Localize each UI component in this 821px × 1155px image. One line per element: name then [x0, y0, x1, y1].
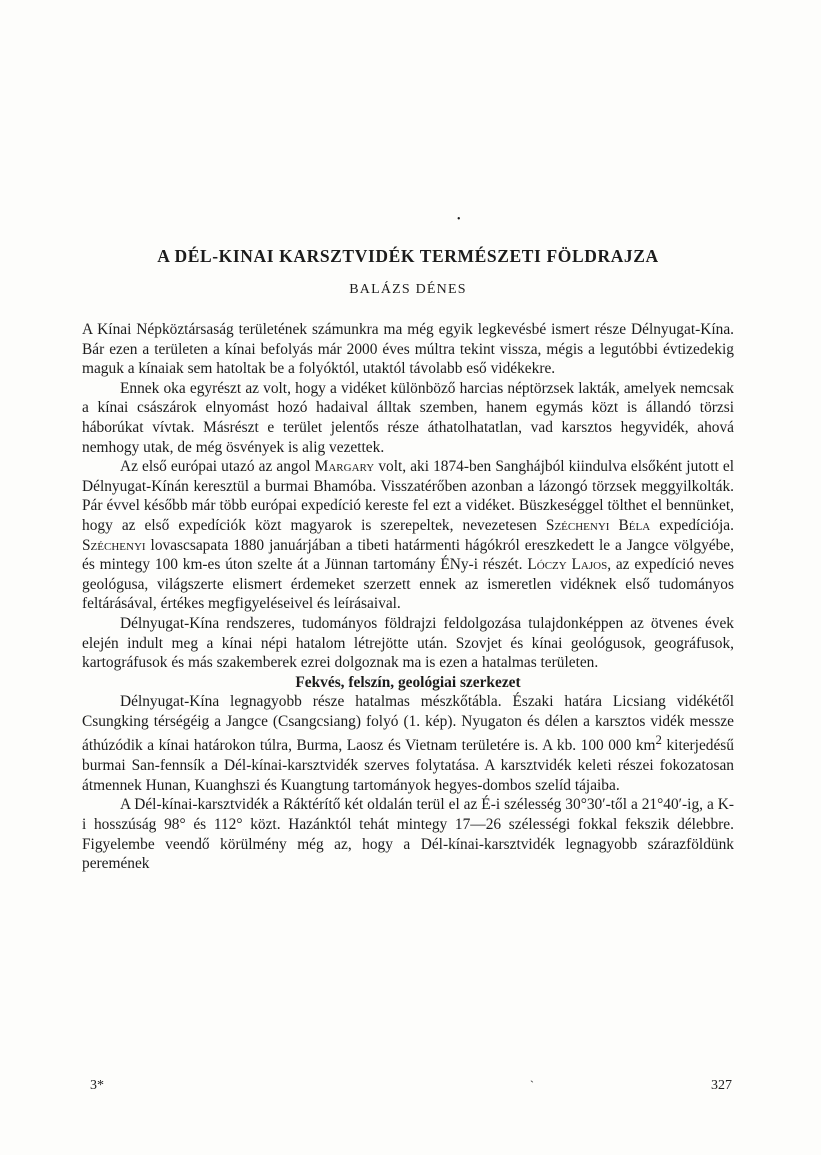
paragraph-5 [82, 692, 734, 795]
footer-speck: ` [530, 1078, 534, 1092]
author-name: BALÁZS DÉNES [349, 282, 467, 297]
paragraph-3-text-b: volt, aki 1874-ben Sanghájból kiindulva elsőként jutott el Délnyugat-Kínán keresztül a burmai Bhamóba. Visszatérőben azonban a lázongó törzsek meggyilkolták. Pár évvel később már több európai expedíció kereste fel ezt a vidéket. Büszkeséggel tölthet el bennünket, hogy az első expedíciók közt magyarok is szerepeltek, nevezetesen [82, 458, 734, 534]
page-number: 327 [711, 1078, 732, 1093]
name-loczy-lajos: Lóczy Lajos [527, 556, 608, 574]
name-szechenyi-bela: Széchenyi Béla [545, 516, 651, 534]
paragraph-3-text-c: expedíciója. [659, 516, 734, 534]
paragraph-5-text-a: Délnyugat-Kína legnagyobb része hatalmas mészkőtábla. Északi határa Licsiang vidékétől Csungking térségéig a Jangce (Csangcsiang) folyó (1. kép). Nyugaton és délen a karsztos vidék messze áthúzódik a kínai határokon túlra, Burma, Laosz és Vietnam területére is. A kb. 100 000 km [82, 693, 734, 755]
paragraph-5-text-b: kiterjedésű burmai San-fennsík a Dél-kínai-karsztvidék szerves folytatása. A karsztvidék keleti részei fokozatosan átmennek Hunan, Kuanghszi és Kuangtung tartományok hegyes-dombos szelíd tájaiba. [82, 737, 734, 794]
article-title: A DÉL-KINAI KARSZTVIDÉK TERMÉSZETI FÖLDRAJZA [157, 246, 659, 266]
signature-mark: 3* [90, 1078, 104, 1093]
superscript-2: 2 [655, 733, 662, 748]
name-margary: Margary [314, 458, 375, 476]
paragraph-2: Ennek oka egyrészt az volt, hogy a vidéket különböző harcias néptörzsek lakták, amelyek nemcsak a kínai császárok elnyomást hozó hadaival álltak szemben, hanem egymás közt is állandó törzsi háborúkat vívtak. Másrészt e terület jelentős része áthatolhatatlan, vad karsztos hegyvidék, ahová nemhogy utak, de még ösvények is alig vezettek. [82, 379, 734, 456]
name-szechenyi: Széchenyi [82, 536, 146, 554]
paragraph-1: A Kínai Népköztársaság területének számunkra ma még egyik legkevésbé ismert része Délnyugat-Kína. Bár ezen a területen a kínai befolyás már 2000 éves múltra tekint vissza, mégis a legutóbbi évtizedekig maguk a kínaiak sem hatoltak be a folyóktól, utaktól távolabb eső vidékekre. [82, 321, 734, 378]
printer-mark: • [457, 214, 461, 225]
paragraph-3 [82, 457, 734, 614]
paragraph-3-text-a: Az első európai utazó az angol [120, 458, 311, 476]
section-heading: Fekvés, felszín, geológiai szerkezet [295, 673, 521, 691]
document-page [82, 0, 734, 1155]
paragraph-3-text-d: lovascsapata 1880 januárjában a tibeti határmenti hágókról ereszkedett le a Jangce völgyébe, és mintegy 100 km-es úton szelte át a Jünnan tartomány ÉNy-i részét. [82, 536, 734, 574]
paragraph-3-text-e: , az expedíció neves geológusa, világszerte elismert érdemeket szerzett ennek az ismeretlen vidéknek első tudományos feltárásával, értékes megfigyeléseivel és leírásaival. [82, 556, 734, 613]
article-body [82, 320, 734, 874]
paragraph-6: A Dél-kínai-karsztvidék a Ráktérítő két oldalán terül el az É-i szélesség 30°30′-től a 21°40′-ig, a K-i hosszúság 98° és 112° közt. Hazánktól tehát mintegy 17—26 szélességi fokkal fekszik délebbre. Figyelembe veendő körülmény még az, hogy a Dél-kínai-karsztvidék legnagyobb szárazföldünk peremének [82, 796, 734, 873]
paragraph-4: Délnyugat-Kína rendszeres, tudományos földrajzi feldolgozása tulajdonképpen az ötvenes évek elején indult meg a kínai népi hatalom létrejötte után. Szovjet és kínai geológusok, geográfusok, kartográfusok és más szakemberek ezrei dolgoznak ma is ezen a hatalmas területen. [82, 614, 734, 672]
